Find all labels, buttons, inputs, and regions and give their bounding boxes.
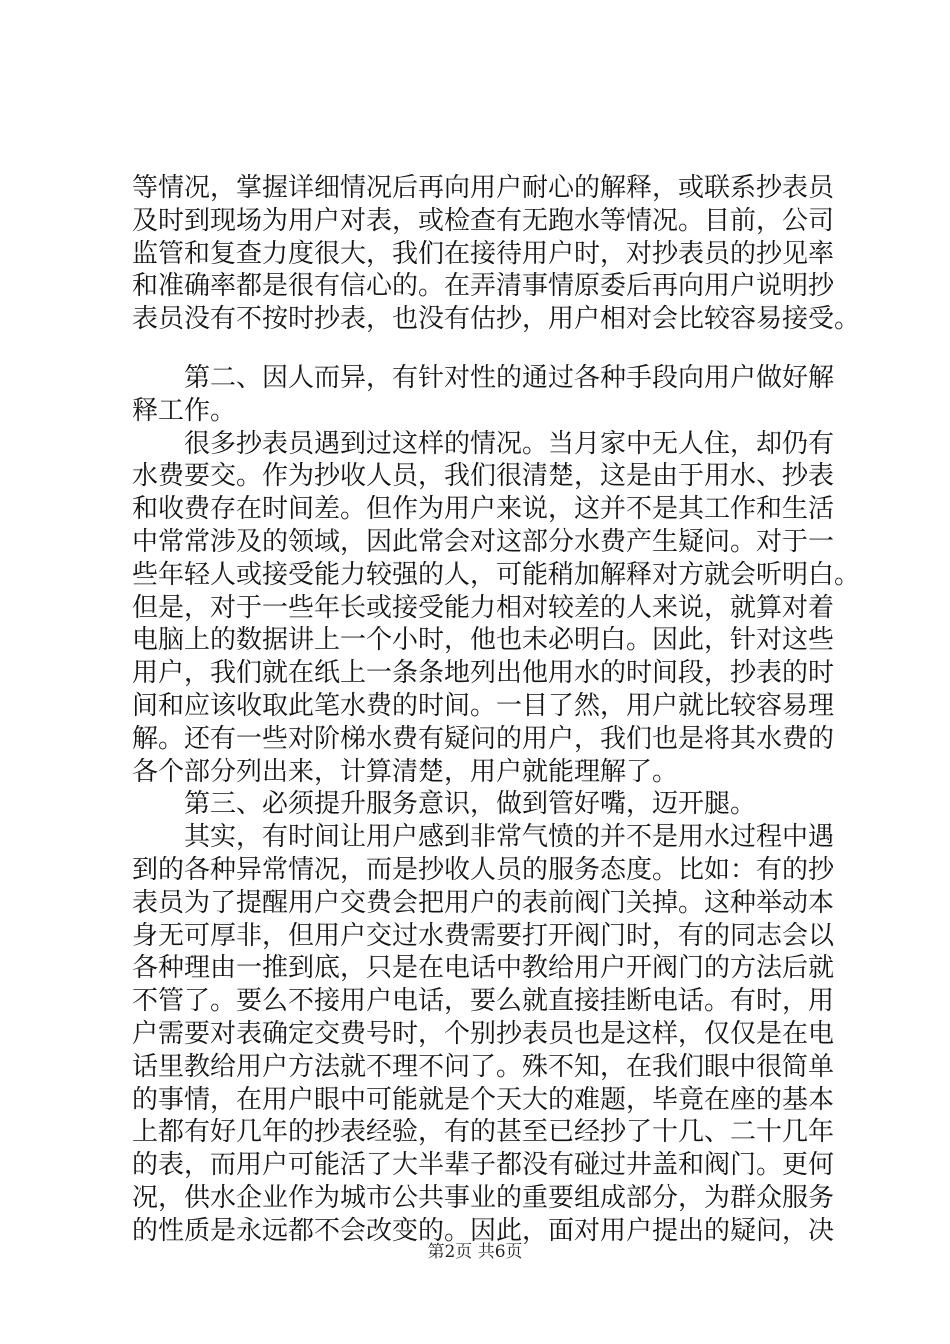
text-line: 解。还有一些对阶梯水费有疑问的用户，我们也是将其水费的 — [132, 723, 835, 754]
heading-line: 释工作。 — [132, 395, 237, 426]
text-line: 些年轻人或接受能力较强的人，可能稍加解释对方就会听明白。 — [132, 559, 861, 590]
text-line: 身无可厚非，但用户交过水费需要打开阀门时，有的同志会以 — [132, 920, 835, 951]
section-heading-2 — [132, 362, 835, 428]
text-line: 各个部分列出来，计算清楚，用户就能理解了。 — [132, 756, 679, 787]
heading-line: 第二、因人而异，有针对性的通过各种手段向用户做好解 — [184, 362, 835, 393]
text-line: 和收费存在时间差。但作为用户来说，这并不是其工作和生活 — [132, 494, 835, 525]
text-line: 中常常涉及的领域，因此常会对这部分水费产生疑问。对于一 — [132, 526, 835, 557]
text-line: 话里教给用户方法就不理不问了。殊不知，在我们眼中很简单 — [132, 1051, 835, 1082]
page-number-footer: 第2页 共6页 — [427, 1242, 523, 1262]
section-heading-3: 第三、必须提升服务意识，做到管好嘴，迈开腿。 — [184, 789, 757, 820]
text-line: 到的各种异常情况，而是抄收人员的服务态度。比如：有的抄 — [132, 854, 835, 885]
text-line: 各种理由一推到底，只是在电话中教给用户开阀门的方法后就 — [132, 953, 835, 984]
text-line: 用户，我们就在纸上一条条地列出他用水的时间段，抄表的时 — [132, 658, 835, 689]
text-line: 电脑上的数据讲上一个小时，他也未必明白。因此，针对这些 — [132, 625, 835, 656]
text-line: 但是，对于一些年长或接受能力相对较差的人来说，就算对着 — [132, 592, 835, 623]
text-line: 及时到现场为用户对表，或检查有无跑水等情况。目前，公司 — [132, 205, 835, 236]
text-line: 表员没有不按时抄表，也没有估抄，用户相对会比较容易接受。 — [132, 304, 861, 335]
text-line: 况，供水企业作为城市公共事业的重要组成部分，为群众服务 — [132, 1182, 835, 1213]
paragraph-1 — [132, 172, 861, 336]
text-line: 的表，而用户可能活了大半辈子都没有碰过井盖和阀门。更何 — [132, 1150, 835, 1181]
text-line: 间和应该收取此笔水费的时间。一目了然，用户就比较容易理 — [132, 690, 835, 721]
document-body — [132, 172, 861, 1248]
text-line: 和准确率都是很有信心的。在弄清事情原委后再向用户说明抄 — [132, 271, 835, 302]
text-line: 表员为了提醒用户交费会把用户的表前阀门关掉。这种举动本 — [132, 887, 835, 918]
text-line: 上都有好几年的抄表经验，有的甚至已经抄了十几、二十几年 — [132, 1117, 835, 1148]
text-line: 监管和复查力度很大，我们在接待用户时，对抄表员的抄见率 — [132, 238, 835, 269]
paragraph-2 — [132, 428, 861, 789]
text-line: 不管了。要么不接用户电话，要么就直接挂断电话。有时，用 — [132, 986, 835, 1017]
text-line: 户需要对表确定交费号时，个别抄表员也是这样，仅仅是在电 — [132, 1018, 835, 1049]
text-line: 其实，有时间让用户感到非常气愤的并不是用水过程中遇 — [184, 822, 835, 853]
text-line: 很多抄表员遇到过这样的情况。当月家中无人住，却仍有 — [184, 428, 835, 459]
paragraph-3 — [132, 821, 835, 1247]
text-line: 等情况，掌握详细情况后再向用户耐心的解释，或联系抄表员 — [132, 173, 835, 203]
text-line: 水费要交。作为抄收人员，我们很清楚，这是由于用水、抄表 — [132, 461, 835, 492]
text-line: 的事情，在用户眼中可能就是个天大的难题，毕竟在座的基本 — [132, 1084, 835, 1115]
paragraph-gap — [132, 336, 832, 362]
text-line: 的性质是永远都不会改变的。因此，面对用户提出的疑问，决 — [132, 1215, 835, 1246]
